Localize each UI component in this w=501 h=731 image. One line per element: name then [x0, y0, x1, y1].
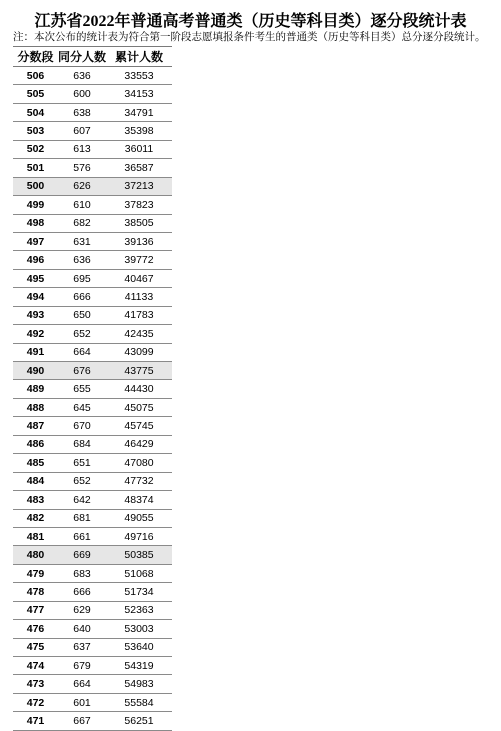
cell-score: 494 — [26, 290, 45, 303]
table-row — [13, 510, 172, 528]
cell-score: 506 — [26, 69, 45, 82]
cell-cumulative: 38505 — [124, 217, 154, 230]
cell-same-count: 695 — [73, 272, 91, 285]
cell-score: 485 — [26, 456, 45, 469]
cell-score: 478 — [26, 585, 45, 598]
cell-score: 498 — [26, 217, 45, 230]
table-row — [13, 344, 172, 362]
cell-cumulative: 34791 — [124, 106, 154, 119]
cell-same-count: 682 — [73, 217, 91, 230]
cell-cumulative: 33553 — [124, 69, 154, 82]
cell-same-count: 610 — [73, 198, 91, 211]
table-row — [13, 639, 172, 657]
cell-same-count: 601 — [73, 696, 91, 709]
cell-score: 492 — [26, 327, 45, 340]
cell-score: 472 — [26, 696, 45, 709]
page-title: 江苏省2022年普通高考普通类（历史等科目类）逐分段统计表 — [34, 13, 467, 30]
cell-score: 477 — [26, 604, 45, 617]
cell-same-count: 600 — [73, 88, 91, 101]
cell-same-count: 642 — [73, 493, 91, 506]
cell-same-count: 631 — [73, 235, 91, 248]
cell-same-count: 640 — [73, 622, 91, 635]
cell-cumulative: 34153 — [124, 88, 154, 101]
cell-score: 482 — [26, 512, 45, 525]
cell-same-count: 667 — [73, 715, 91, 728]
cell-cumulative: 41783 — [124, 309, 154, 322]
cell-same-count: 664 — [73, 346, 91, 359]
cell-score: 484 — [26, 475, 45, 488]
cell-score: 500 — [26, 180, 45, 193]
table-row — [13, 602, 172, 620]
cell-score: 493 — [26, 309, 45, 322]
cell-score: 487 — [26, 420, 45, 433]
table-body — [13, 67, 172, 731]
cell-score: 479 — [26, 567, 45, 580]
cell-same-count: 669 — [73, 549, 91, 562]
cell-same-count: 670 — [73, 420, 91, 433]
header-score: 分数段 — [17, 50, 54, 64]
cell-same-count: 637 — [73, 641, 91, 654]
table-row — [13, 380, 172, 398]
table-row — [13, 565, 172, 583]
cell-same-count: 666 — [73, 585, 91, 598]
table-row — [13, 436, 172, 454]
cell-cumulative: 40467 — [124, 272, 154, 285]
cell-same-count: 664 — [73, 678, 91, 691]
table-row — [13, 454, 172, 472]
cell-score: 481 — [26, 530, 45, 543]
cell-score: 473 — [26, 678, 45, 691]
cell-same-count: 636 — [73, 254, 91, 267]
cell-cumulative: 45745 — [124, 420, 154, 433]
score-table — [13, 46, 172, 731]
cell-cumulative: 35398 — [124, 125, 154, 138]
table-row — [13, 67, 172, 85]
table-note: 注：本次公布的统计表为符合第一阶段志愿填报条件考生的普通类（历史等科目类）总分逐分段统计。 — [13, 31, 486, 43]
cell-same-count: 661 — [73, 530, 91, 543]
cell-cumulative: 49716 — [124, 530, 154, 543]
table-row — [13, 473, 172, 491]
table-row — [13, 712, 172, 730]
cell-cumulative: 43775 — [124, 364, 154, 377]
table-row — [13, 546, 172, 564]
table-row — [13, 491, 172, 509]
cell-cumulative: 39772 — [124, 254, 154, 267]
cell-same-count: 636 — [73, 69, 91, 82]
table-row — [13, 288, 172, 306]
table-row — [13, 325, 172, 343]
table-row — [13, 620, 172, 638]
table-row — [13, 159, 172, 177]
cell-same-count: 683 — [73, 567, 91, 580]
cell-cumulative: 48374 — [124, 493, 154, 506]
cell-cumulative: 36011 — [124, 143, 154, 156]
cell-cumulative: 54319 — [124, 659, 154, 672]
cell-cumulative: 56251 — [124, 715, 154, 728]
cell-cumulative: 46429 — [124, 438, 154, 451]
table-row — [13, 657, 172, 675]
cell-cumulative: 47080 — [124, 456, 154, 469]
table-row — [13, 362, 172, 380]
cell-same-count: 652 — [73, 475, 91, 488]
table-row — [13, 417, 172, 435]
cell-same-count: 645 — [73, 401, 91, 414]
table-row — [13, 233, 172, 251]
table-row — [13, 694, 172, 712]
table-row — [13, 270, 172, 288]
table-header — [13, 47, 172, 67]
cell-score: 501 — [26, 161, 45, 174]
cell-score: 475 — [26, 641, 45, 654]
cell-same-count: 666 — [73, 290, 91, 303]
cell-same-count: 655 — [73, 383, 91, 396]
cell-cumulative: 53003 — [124, 622, 154, 635]
cell-same-count: 626 — [73, 180, 91, 193]
table-row — [13, 307, 172, 325]
cell-cumulative: 53640 — [124, 641, 154, 654]
cell-score: 503 — [26, 125, 45, 138]
cell-score: 497 — [26, 235, 45, 248]
cell-score: 499 — [26, 198, 45, 211]
cell-score: 486 — [26, 438, 45, 451]
cell-same-count: 681 — [73, 512, 91, 525]
cell-same-count: 638 — [73, 106, 91, 119]
cell-score: 496 — [26, 254, 45, 267]
table-row — [13, 251, 172, 269]
table-row — [13, 675, 172, 693]
cell-score: 483 — [26, 493, 45, 506]
cell-same-count: 676 — [73, 364, 91, 377]
cell-cumulative: 51068 — [124, 567, 154, 580]
table-row — [13, 104, 172, 122]
cell-cumulative: 45075 — [124, 401, 154, 414]
cell-score: 504 — [26, 106, 45, 119]
cell-score: 474 — [26, 659, 45, 672]
table-row — [13, 85, 172, 103]
cell-same-count: 652 — [73, 327, 91, 340]
cell-score: 489 — [26, 383, 45, 396]
cell-same-count: 576 — [73, 161, 91, 174]
table-row — [13, 215, 172, 233]
cell-cumulative: 42435 — [124, 327, 154, 340]
table-row — [13, 122, 172, 140]
cell-cumulative: 36587 — [124, 161, 154, 174]
table-row — [13, 178, 172, 196]
cell-same-count: 629 — [73, 604, 91, 617]
cell-cumulative: 51734 — [124, 585, 154, 598]
table-row — [13, 528, 172, 546]
cell-same-count: 607 — [73, 125, 91, 138]
cell-same-count: 650 — [73, 309, 91, 322]
table-row — [13, 583, 172, 601]
table-row — [13, 399, 172, 417]
cell-same-count: 684 — [73, 438, 91, 451]
cell-score: 480 — [26, 549, 45, 562]
cell-score: 488 — [26, 401, 45, 414]
cell-cumulative: 39136 — [124, 235, 154, 248]
table-row — [13, 196, 172, 214]
cell-same-count: 651 — [73, 456, 91, 469]
cell-cumulative: 52363 — [124, 604, 154, 617]
cell-score: 495 — [26, 272, 45, 285]
cell-cumulative: 49055 — [124, 512, 154, 525]
table-row — [13, 141, 172, 159]
header-cumulative: 累计人数 — [114, 50, 163, 64]
cell-score: 502 — [26, 143, 45, 156]
cell-cumulative: 44430 — [124, 383, 154, 396]
cell-score: 490 — [26, 364, 45, 377]
cell-cumulative: 50385 — [124, 549, 154, 562]
cell-cumulative: 54983 — [124, 678, 154, 691]
cell-same-count: 613 — [73, 143, 91, 156]
cell-cumulative: 43099 — [124, 346, 154, 359]
cell-score: 471 — [26, 715, 45, 728]
cell-score: 505 — [26, 88, 45, 101]
cell-cumulative: 37213 — [124, 180, 154, 193]
cell-score: 476 — [26, 622, 45, 635]
cell-cumulative: 55584 — [124, 696, 154, 709]
cell-cumulative: 47732 — [124, 475, 154, 488]
cell-score: 491 — [26, 346, 45, 359]
cell-same-count: 679 — [73, 659, 91, 672]
header-same-count: 同分人数 — [58, 50, 107, 64]
cell-cumulative: 41133 — [124, 290, 154, 303]
cell-cumulative: 37823 — [124, 198, 154, 211]
